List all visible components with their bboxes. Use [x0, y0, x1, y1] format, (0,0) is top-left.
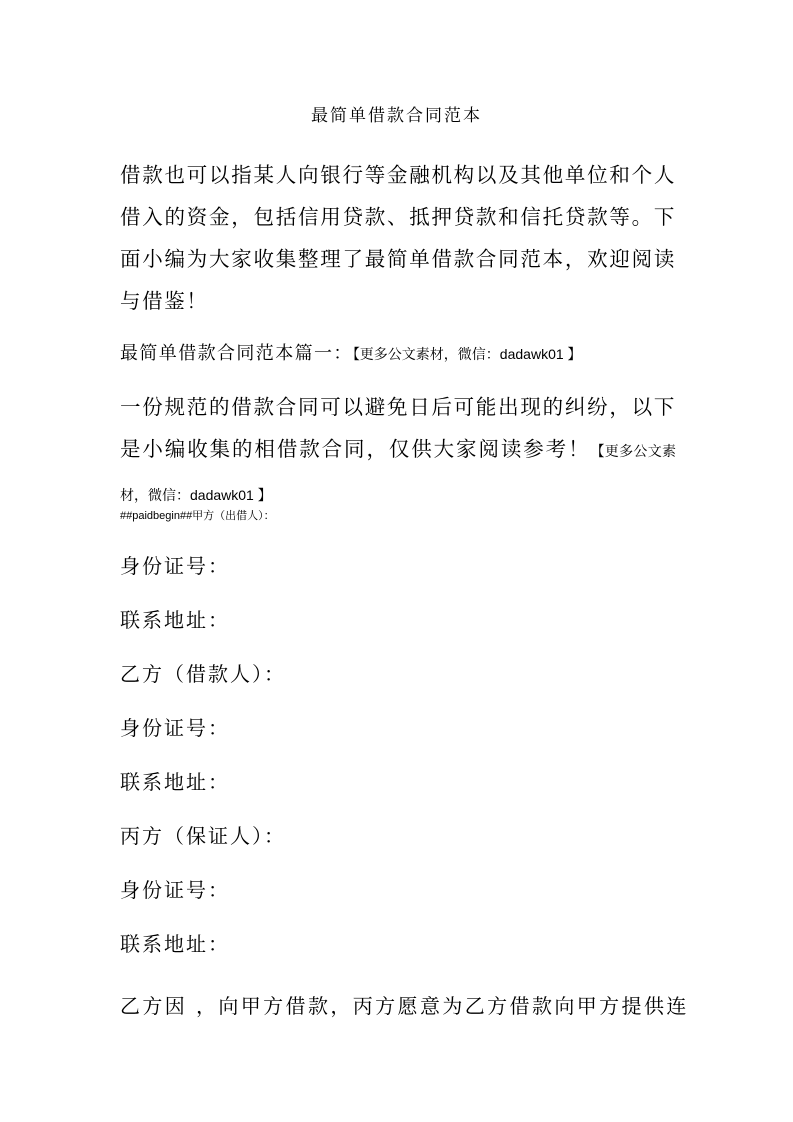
intro-paragraph: 借款也可以指某人向银行等金融机构以及其他单位和个人借入的资金，包括信用贷款、抵押贷款和信托贷款等。下面小编为大家收集整理了最简单借款合同范本，欢迎阅读与借鉴！ [120, 163, 676, 313]
guarantor-label: 丙方（保证人）： [120, 824, 286, 848]
borrower-label: 乙方（借款人）： [120, 662, 286, 686]
guarantor-address-label: 联系地址： [120, 932, 230, 956]
document-title: 最简单借款合同范本 [311, 106, 482, 126]
section-heading-note: 【更多公文素材，微信：dadawk01 】 [352, 346, 582, 362]
lender-address-label: 联系地址： [120, 608, 230, 632]
section-intro-note: 【更多公文素材，微信：dadawk01 】 [120, 443, 677, 503]
section-heading-text: 最简单借款合同范本篇一： [120, 343, 353, 364]
borrower-address-label: 联系地址： [120, 770, 230, 794]
paid-marker: ##paidbegin##甲方（出借人）： [120, 510, 275, 522]
borrower-id-number-label: 身份证号： [120, 716, 230, 740]
section-intro-text: 一份规范的借款合同可以避免日后可能出现的纠纷，以下是小编收集的相借款合同，仅供大家阅读参考！ [120, 395, 676, 461]
lender-id-number-label: 身份证号： [120, 554, 230, 578]
closing-line: 乙方因 ，向甲方借款，丙方愿意为乙方借款向甲方提供连 [120, 994, 689, 1018]
section-intro-paragraph [120, 386, 676, 516]
guarantor-id-number-label: 身份证号： [120, 878, 230, 902]
section-heading [120, 340, 700, 368]
